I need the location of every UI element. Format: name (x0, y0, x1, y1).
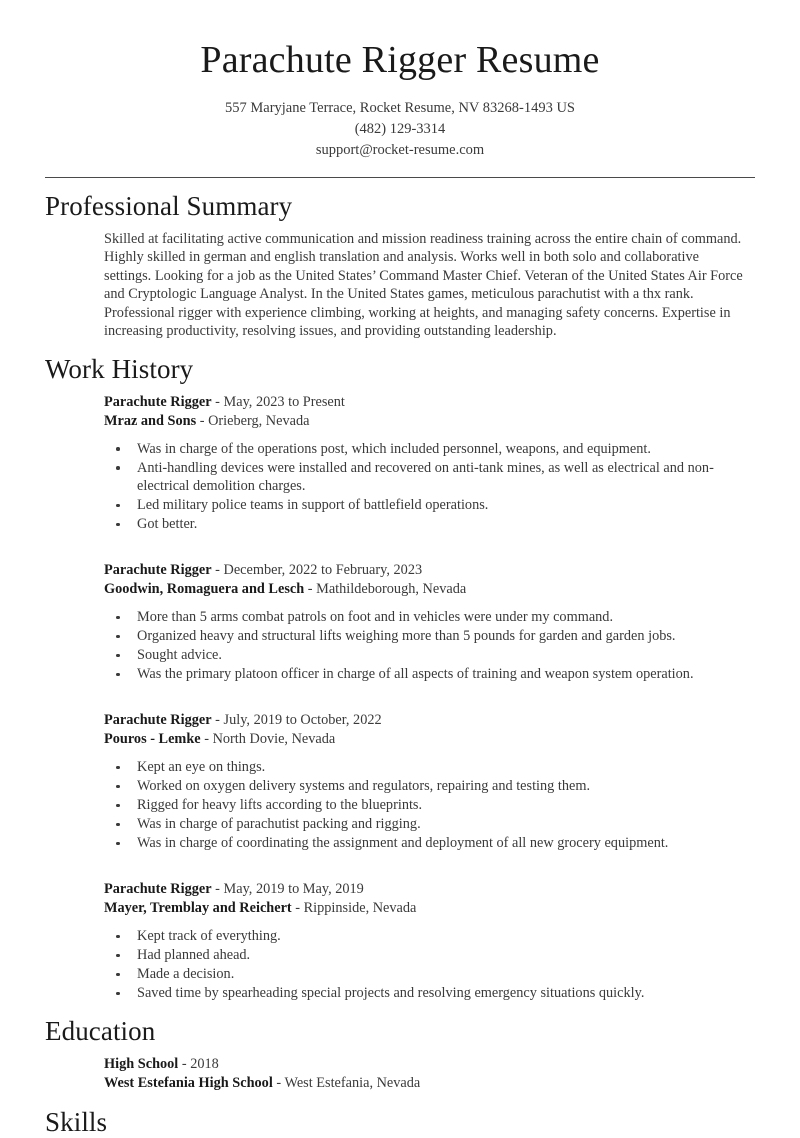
bullet-item: Anti-handling devices were installed and recovered on anti-tank mines, as well as electrical and non-electrical demolition charges. (115, 459, 745, 496)
work-entries (45, 393, 755, 1003)
work-entry-bullets (104, 927, 745, 1003)
bullet-item: Was in charge of coordinating the assignment and deployment of all new grocery equipment. (115, 834, 745, 853)
bullet-item: More than 5 arms combat patrols on foot and in vehicles were under my command. (115, 608, 745, 627)
page-title: Parachute Rigger Resume (200, 39, 600, 81)
work-entry-dates: July, 2019 to October, 2022 (223, 712, 382, 729)
work-entry (104, 880, 745, 1003)
section-education (45, 1016, 755, 1093)
section-work-history (45, 354, 755, 1003)
education-entry (104, 1047, 745, 1093)
education-school-line (104, 1074, 745, 1093)
summary-body (45, 222, 755, 341)
section-heading-work-history: Work History (45, 353, 194, 384)
section-professional-summary (45, 191, 755, 341)
bullet-item: Was in charge of the operations post, which included personnel, weapons, and equipment. (115, 440, 745, 459)
bullet-item: Was the primary platoon officer in charge of all aspects of training and weapon system operation. (115, 665, 745, 684)
education-year: 2018 (190, 1055, 219, 1072)
entry-spacer (104, 534, 745, 551)
work-entry-job-title: Parachute Rigger (104, 393, 212, 410)
bullet-item: Made a decision. (115, 965, 745, 984)
section-heading-education: Education (45, 1015, 156, 1046)
work-entry-company: Pouros - Lemke (104, 731, 201, 748)
entry-spacer (104, 853, 745, 870)
work-entry-job-title: Parachute Rigger (104, 562, 212, 579)
work-entry-company-line (104, 899, 745, 918)
work-entry-job-title: Parachute Rigger (104, 881, 212, 898)
work-entry-dates: May, 2019 to May, 2019 (223, 881, 364, 898)
bullet-item: Had planned ahead. (115, 946, 745, 965)
work-entry-location: Orieberg, Nevada (208, 412, 310, 429)
work-entry-bullets (104, 440, 745, 534)
work-entry-company: Mayer, Tremblay and Reichert (104, 900, 292, 917)
bullet-item: Kept track of everything. (115, 927, 745, 946)
bullet-item: Organized heavy and structural lifts weighing more than 5 pounds for garden and garden jobs. (115, 627, 745, 646)
work-entry-company: Goodwin, Romaguera and Lesch (104, 581, 305, 598)
work-entry-separator: - (200, 731, 213, 748)
work-entry-company-line (104, 730, 745, 749)
section-heading-skills: Skills (45, 1106, 108, 1137)
bullet-item: Led military police teams in support of battlefield operations. (115, 496, 745, 515)
summary-text: Skilled at facilitating active communication and mission readiness training across the entire chain of command. Highly skilled in german and english translation and analysis. Works well in both solo and collaborative settings. Looking for a job as the United States’ Command Master Chief. Veteran of the United States Air Force and Cryptologic Language Analyst. In the United States games, meticulous parachutist with a thx rank. Professional rigger with experience climbing, working at heights, and managing safety concerns. Expertise in increasing productivity, resolving issues, and providing outstanding leadership. (104, 230, 743, 340)
work-entry-company-line (104, 412, 745, 431)
work-entry-dates: December, 2022 to February, 2023 (223, 562, 423, 579)
education-entries (45, 1047, 755, 1093)
work-entry-title-line (104, 561, 745, 580)
education-degree-line (104, 1055, 745, 1074)
work-entry-dates: May, 2023 to Present (223, 393, 345, 410)
contact-phone: (482) 129-3314 (354, 120, 446, 137)
contact-block (45, 98, 755, 161)
work-entry (104, 711, 745, 853)
education-separator: - (272, 1074, 285, 1091)
bullet-item: Saved time by spearheading special projects and resolving emergency situations quickly. (115, 984, 745, 1003)
work-entry-title-line (104, 393, 745, 412)
bullet-item: Sought advice. (115, 646, 745, 665)
bullet-item: Was in charge of parachutist packing and rigging. (115, 815, 745, 834)
work-entry-location: Rippinside, Nevada (303, 900, 417, 917)
education-location: West Estefania, Nevada (284, 1074, 421, 1091)
work-entry-separator: - (211, 562, 224, 579)
section-heading-summary: Professional Summary (45, 190, 293, 221)
bullet-item: Rigged for heavy lifts according to the blueprints. (115, 796, 745, 815)
work-entry-separator: - (291, 900, 304, 917)
work-entry (104, 561, 745, 684)
section-skills (45, 1107, 755, 1138)
bullet-item: Got better. (115, 515, 745, 534)
work-entry-bullets (104, 758, 745, 853)
work-entry-company-line (104, 580, 745, 599)
work-entry-location: North Dovie, Nevada (212, 731, 336, 748)
work-entry-location: Mathildeborough, Nevada (316, 581, 467, 598)
education-degree: High School (104, 1055, 179, 1072)
bullet-item: Kept an eye on things. (115, 758, 745, 777)
contact-email: support@rocket-resume.com (315, 141, 485, 158)
work-entry-job-title: Parachute Rigger (104, 712, 212, 729)
education-school: West Estefania High School (104, 1074, 273, 1091)
entry-spacer (104, 684, 745, 701)
work-entry-separator: - (196, 412, 209, 429)
work-entry-bullets (104, 608, 745, 684)
work-entry-company: Mraz and Sons (104, 412, 197, 429)
contact-address: 557 Maryjane Terrace, Rocket Resume, NV 83268-1493 US (225, 99, 575, 116)
work-entry-separator: - (211, 712, 224, 729)
work-entry-separator: - (304, 581, 317, 598)
bullet-item: Worked on oxygen delivery systems and regulators, repairing and testing them. (115, 777, 745, 796)
header-divider (45, 177, 755, 178)
work-entry (104, 393, 745, 534)
education-separator: - (178, 1055, 191, 1072)
work-entry-title-line (104, 711, 745, 730)
work-entry-separator: - (211, 881, 224, 898)
work-entry-title-line (104, 880, 745, 899)
work-entry-separator: - (211, 393, 224, 410)
